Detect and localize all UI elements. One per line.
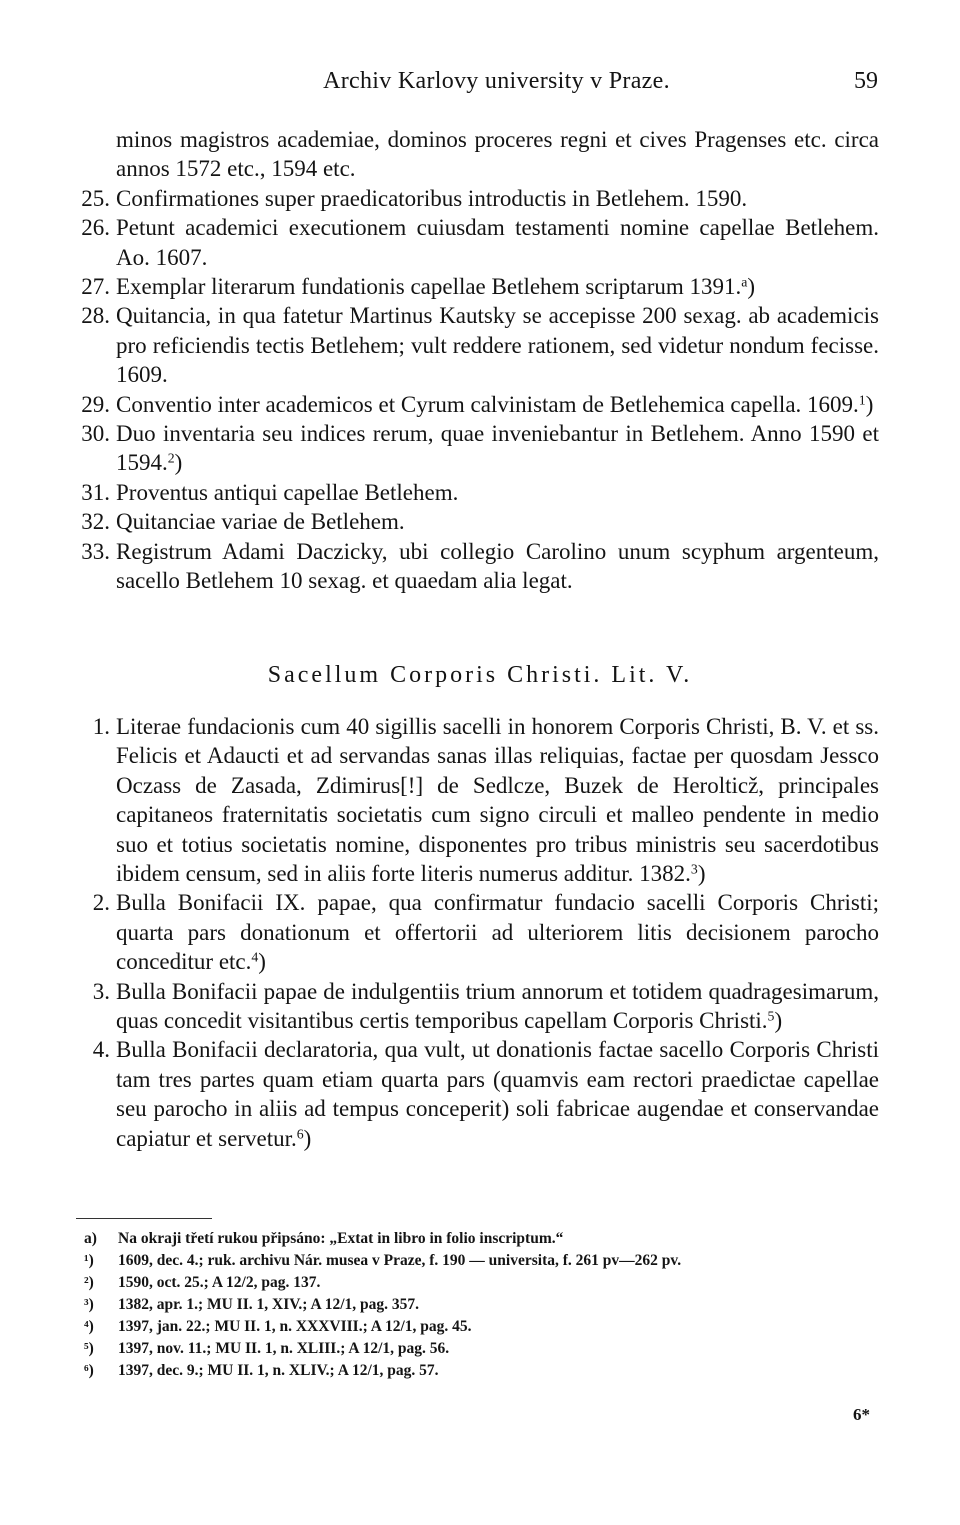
- entry-text-body: Duo inventaria seu indices rerum, quae inveniebantur in Betlehem. Anno 1590 et 1594.: [116, 421, 879, 476]
- footnote-mark: ³): [84, 1296, 94, 1313]
- list-item: [0, 419, 960, 478]
- footnote-mark: ¹): [84, 1252, 94, 1269]
- footnote-text: 1397, jan. 22.; MU II. 1, n. XXXVIII.; A 12/1, pag. 45.: [118, 1318, 472, 1335]
- entry-number: 28.: [81, 303, 110, 329]
- entry-number: 26.: [81, 215, 110, 241]
- list-item: [0, 977, 960, 1036]
- footnote: [0, 1294, 960, 1316]
- entry-number: 3.: [92, 978, 110, 1004]
- entry-text-body: Conventio inter academicos et Cyrum calvinistam de Betlehemica capella. 1609.: [116, 391, 859, 417]
- list-item: [0, 507, 960, 536]
- list-item: [0, 888, 960, 976]
- list-item: [0, 213, 960, 272]
- entry-text-body: Quitanciae variae de Betlehem.: [116, 509, 405, 535]
- entry-number: 32.: [81, 509, 110, 535]
- footnote-text: 1397, dec. 9.; MU II. 1, n. XLIV.; A 12/1, pag. 57.: [118, 1362, 439, 1379]
- footnote-reference: a: [741, 274, 748, 290]
- footnote-reference: 3: [690, 861, 698, 877]
- footnote-paren: ): [774, 1008, 783, 1034]
- footnote: [0, 1272, 960, 1294]
- entry-text: [116, 888, 879, 976]
- list-item: [0, 272, 960, 301]
- header-title: Archiv Karlovy university v Praze.: [323, 68, 670, 94]
- entries-list: [0, 125, 960, 596]
- entry-text: [116, 977, 879, 1036]
- footnote: [0, 1250, 960, 1272]
- entry-number: 4.: [92, 1037, 110, 1063]
- entry-text-body: minos magistros academiae, dominos proceres regni et cives Pragenses etc. circa annos 1572 etc., 1594 etc.: [116, 127, 879, 182]
- footnote: [0, 1228, 960, 1250]
- list-item: [0, 712, 960, 888]
- entry-text: [116, 301, 879, 389]
- entry-number: 1.: [92, 714, 110, 739]
- entry-text: [116, 537, 879, 596]
- footnote-rule: [76, 1218, 212, 1219]
- footnote-mark: ⁶): [84, 1362, 94, 1379]
- footnote-text: 1382, apr. 1.; MU II. 1, XIV.; A 12/1, pag. 357.: [118, 1296, 419, 1313]
- footnote-paren: ): [747, 274, 756, 300]
- footnote: [0, 1338, 960, 1360]
- footnote-text: 1397, nov. 11.; MU II. 1, n. XLIII.; A 12/1, pag. 56.: [118, 1340, 450, 1357]
- running-header: [115, 66, 878, 96]
- entry-number: 31.: [81, 479, 110, 505]
- footnote-reference: 4: [251, 949, 259, 965]
- footnote-text: 1609, dec. 4.; ruk. archivu Nár. musea v Praze, f. 190 — universita, f. 261 pv—262 pv.: [118, 1252, 682, 1269]
- list-item: [0, 184, 960, 213]
- footnote-paren: ): [258, 949, 266, 975]
- entry-number: 25.: [81, 185, 110, 211]
- entry-text: [116, 125, 879, 184]
- entry-text-body: Registrum Adami Daczicky, ubi collegio Carolino unum scyphum argenteum, sacello Betlehem 10 sexag. et quaedam alia legat.: [116, 538, 879, 594]
- footnote-paren: ): [865, 391, 874, 417]
- footnote-text: Na okraji třetí rukou připsáno: „Extat in libro in folio inscriptum.“: [118, 1230, 564, 1247]
- list-item: [0, 478, 960, 507]
- entry-number: 27.: [81, 274, 110, 300]
- entry-text-body: Bulla Bonifacii IX. papae, qua confirmatur fundacio sacelli Corporis Christi; quarta pars donationum et offertorii ad ulteriorem litis decisionem parocho conceditur etc.: [116, 890, 879, 975]
- list-item: [0, 125, 960, 184]
- footnote-mark: ⁴): [84, 1318, 94, 1335]
- entry-text-body: Petunt academici executionem cuiusdam testamenti nomine capellae Betlehem. Ao. 1607.: [116, 215, 879, 270]
- footnote-paren: ): [697, 861, 706, 887]
- footnote-reference: 5: [767, 1008, 775, 1024]
- page-number: 59: [854, 68, 878, 94]
- entry-text: [116, 419, 879, 478]
- entry-text-body: Exemplar literarum fundationis capellae Betlehem scriptarum 1391.: [116, 274, 742, 300]
- footnote-mark: ⁵): [84, 1340, 94, 1357]
- entry-text: [116, 507, 879, 536]
- list-item: [0, 301, 960, 389]
- footnote: [0, 1316, 960, 1338]
- footnote-reference: 6: [296, 1126, 304, 1142]
- entry-number: 2.: [92, 890, 110, 916]
- signature-mark: 6*: [853, 1405, 870, 1424]
- footnote: [0, 1360, 960, 1382]
- entry-text: [116, 184, 879, 213]
- entry-text-body: Bulla Bonifacii papae de indulgentiis trium annorum et totidem quadragesimarum, quas concedit visitantibus certis temporibus capellam Corporis Christi.: [116, 978, 879, 1034]
- entry-text-body: Bulla Bonifacii declaratoria, qua vult, ut donationis factae sacello Corporis Christi tam tres partes quam etiam quarta pars (quamvis eam rectori praedictae capellae seu parocho in aliis ad tempus conceperit) soli fabricae augendae et conservandae capiatur et servetur.: [116, 1037, 879, 1151]
- footnote-reference: 1: [858, 392, 866, 408]
- footnotes: [0, 1228, 960, 1382]
- list-item: [0, 390, 960, 419]
- footnote-mark: a): [84, 1230, 97, 1247]
- entry-text: [116, 272, 879, 301]
- entry-text-body: Confirmationes super praedicatoribus introductis in Betlehem. 1590.: [116, 185, 748, 211]
- footnote-mark: ²): [84, 1274, 94, 1291]
- entry-number: 29.: [81, 391, 110, 417]
- footnote-paren: ): [174, 450, 183, 476]
- list-item: [0, 1035, 960, 1153]
- entry-text: [116, 213, 879, 272]
- entry-number: 33.: [81, 538, 110, 564]
- entry-text-body: Literae fundacionis cum 40 sigillis sacelli in honorem Corporis Christi, B. V. et ss. Felicis et Adaucti et ad servandas sanas illas reliquias, factae per quosdam Jessco Oczass de Zasada, Zdimirus[!] de Sedlcze, Buzek de Herolticž, principales capitaneos fraternitatis societatis cum signo circuli et malleo pendente in medio suo et totius societatis nomine, disponentes pro tribus ministris seu sacerdotibus ibidem censum, sed in aliis forte literis numerus additur. 1382.: [116, 714, 879, 887]
- footnote-paren: ): [303, 1125, 312, 1151]
- footnote-reference: 2: [167, 450, 175, 466]
- entry-text: [116, 1035, 879, 1153]
- entry-text-body: Proventus antiqui capellae Betlehem.: [116, 479, 459, 505]
- entry-text-body: Quitancia, in qua fatetur Martinus Kautsky se accepisse 200 sexag. ab academicis pro reficiendis tectis Betlehem; vult reddere rationem, sed videtur nondum fecisse. 1609.: [116, 303, 879, 388]
- entry-text: [116, 390, 879, 419]
- list-item: [0, 537, 960, 596]
- section-title: Sacellum Corporis Christi. Lit. V.: [267, 662, 693, 688]
- entry-text: [116, 712, 879, 888]
- entry-text: [116, 478, 879, 507]
- footnote-text: 1590, oct. 25.; A 12/2, pag. 137.: [118, 1274, 321, 1291]
- section-entries-list: [0, 712, 960, 1153]
- entry-number: 30.: [81, 421, 110, 447]
